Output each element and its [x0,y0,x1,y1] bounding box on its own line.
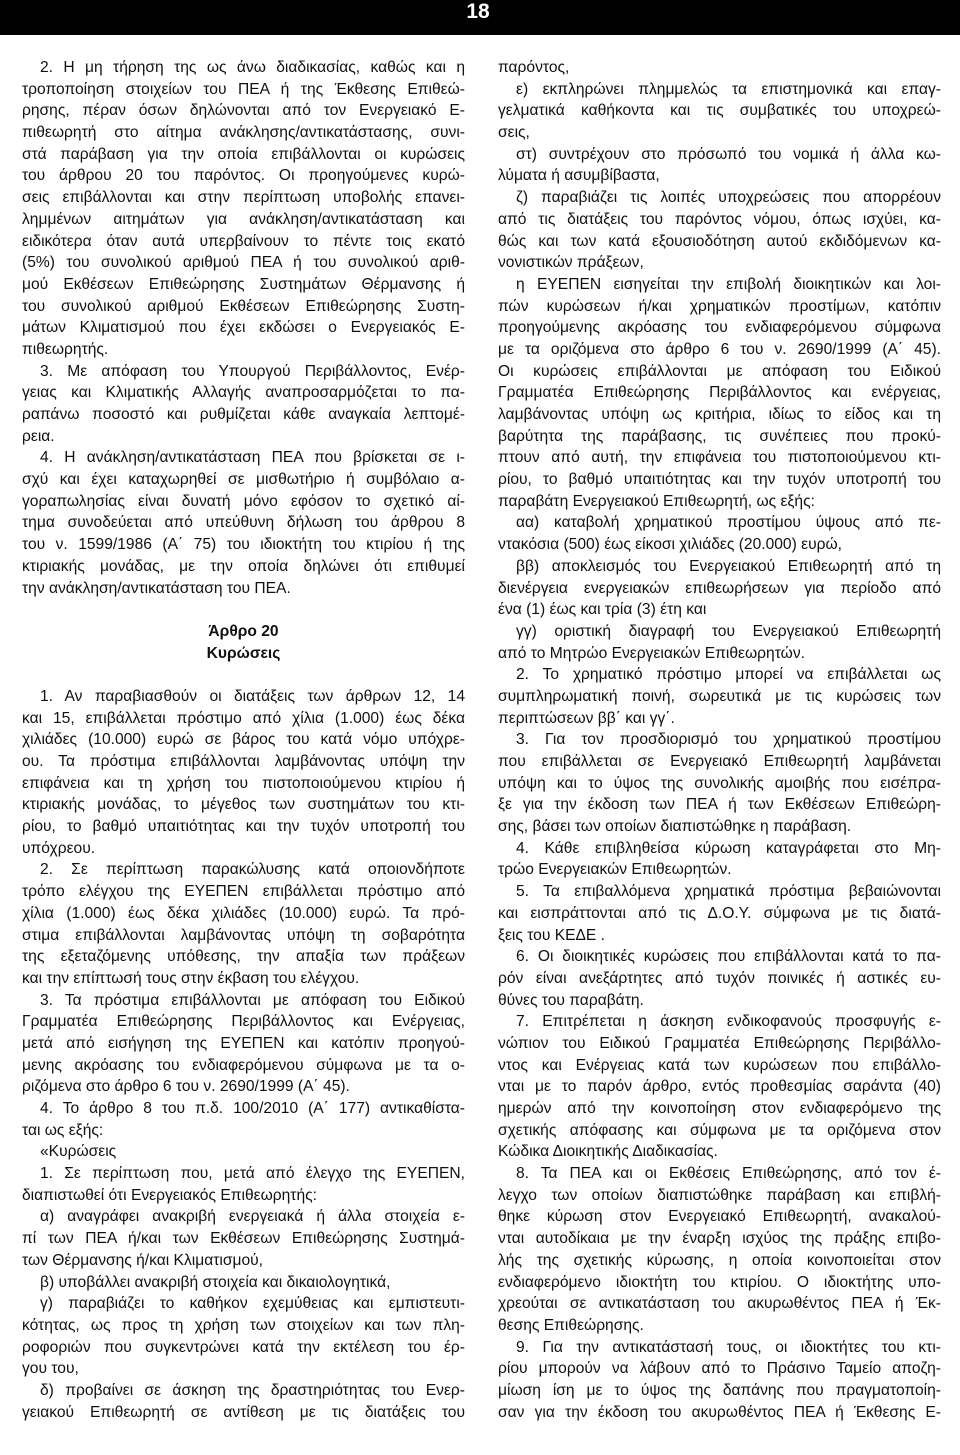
text-line: θεσης Επιθεώρησης. [498,1316,644,1334]
text-line: α) αναγράφει ανακριβή ενεργειακά ή άλλα στοιχεία ε- [40,1208,465,1226]
text-line: δ) προβαίνει σε άσκηση της δραστηριότητας του Ενερ- [40,1381,465,1399]
text-line: με τα οριζόμενα στο άρθρο 6 του ν. 2690/1999 (Α΄ 45). [498,340,941,358]
text-line: 2. Το χρηματικό πρόστιμο μπορεί να επιβάλλεται ως [516,666,941,684]
text-line: ροφοριών που συγκεντρώνει κατά την εκτέλεση του έρ- [22,1338,465,1356]
text-line: παραβάτη Ενεργειακού Επιθεωρητή, ως εξής: [498,492,815,510]
text-line: κότητας, ως προς τη χρήση των στοιχείων και των πλη- [22,1316,465,1334]
text-line: σαν για την έκδοση του ακυρωθέντος ΠΕΑ ή Έκθεσης Ε- [498,1403,941,1421]
text-line: ββ) αποκλεισμός του Ενεργειακού Επιθεωρητή από τη [516,557,941,575]
text-line: τρόπο ελέγχου της ΕΥΕΠΕΝ επιβάλλεται πρόστιμο από [22,883,465,901]
text-line: σχετικής απόφασης και σύμφωνα με τα οριζόμενα στον [498,1121,941,1139]
text-line: στιμα επιβάλλονται λαμβάνοντας υπόψη τη σοβαρότητα [22,926,465,944]
text-line: από τις διατάξεις του παρόντος νόμου, όπως ισχύει, κα- [498,210,941,228]
text-line: γγ) οριστική διαγραφή του Ενεργειακού Επιθεωρητή [516,622,941,640]
text-line: σεις, [498,124,530,142]
text-line: ρίου μπορούν να λάβουν από το Πράσινο Ταμείο αποζη- [498,1360,941,1378]
text-line: ζ) παραβιάζει τις λοιπές υποχρεώσεις που απορρέουν [516,189,941,207]
text-line: Κώδικα Διοικητικής Διαδικασίας. [498,1143,718,1161]
text-line: λής της σχετικής κύρωσης, η οποία κοινοποιείται στον [498,1251,941,1269]
text-line: 8. Τα ΠΕΑ και οι Εκθέσεις Επιθεώρησης, από τον έ- [516,1165,941,1183]
text-line: ρησης, πέραν όσων δηλώνονται από τον Ενεργειακό Ε- [22,102,465,120]
text-line: λαμβάνοντας υπόψη ως κριτήρια, ιδίως το είδος και τη [498,406,941,423]
text-line: βαρύτητα της παράβασης, τις συνέπειες που προκύ- [498,427,941,445]
text-line: σχύ και έχει καταχωρηθεί σε μισθωτήριο ή συμβόλαιο α- [22,471,465,489]
text-line: ένα (1) έως και τρία (3) έτη και [498,601,707,619]
page-header-bar [0,0,960,35]
text-line: που επιβάλλεται σε Ενεργειακό Επιθεωρητή λαμβάνεται [498,753,941,770]
text-line: του ν. 1599/1986 (Α΄ 75) του ιδιοκτήτη του κτιρίου ή της [22,536,465,554]
text-line: πιθεωρητή στο αίτημα ανάκλησης/αντικατάστασης, συνι- [22,124,465,142]
text-line: ειδικότερα όταν αυτά υπερβαίνουν το πέντε τοις εκατό [22,232,465,250]
text-line: πών κυρώσεων ή/και χρηματικών προστίμων, κατόπιν [498,297,941,315]
text-line: 2. Σε περίπτωση παρακώλυσης κατά οποιονδήποτε [40,861,465,879]
text-line: 5. Τα επιβαλλόμενα χρηματικά πρόστιμα βεβαιώνονται [516,883,941,901]
text-line: μενης ακρόασης του ενδιαφερόμενου σύμφωνα με τα ο- [22,1056,465,1074]
text-line: ρίου, το βαθμό υπαιτιότητας και την τυχόν υποτροπή του [22,818,465,836]
text-line: υπόψη και το ύψος της συνολικής αμοιβής που εισέπρα- [498,774,941,792]
text-line: Γραμματέα Επιθεώρησης Περιβάλλοντος και Ενέργειας, [22,1013,465,1031]
text-line: «Κυρώσεις [40,1143,117,1161]
text-line: λύματα ή ασυμβίβαστα, [498,167,660,185]
text-line: γειας και Κλιματικής Αλλαγής αναπροσαρμόζεται το πα- [22,384,465,402]
text-line: παρόντος, [498,59,570,76]
text-line: προηγούμενης ακρόασης του ενδιαφερόμενου σύμφωνα [498,319,941,337]
text-line: και εισπράττονται από τις Δ.Ο.Υ. σύμφωνα με τις διατά- [498,904,941,922]
text-line: χιλιάδες (10.000) ευρώ σε βάρος του κατά νόμο υπόχρε- [22,731,465,749]
text-line: γελματικά καθήκοντα και τις συμβατικές του υποχρεώ- [498,102,941,120]
text-line: ραπάνω ποσοστό και ρυθμίζεται κάθε αναγκαία λεπτομέ- [22,406,465,423]
text-line: νται με το παρόν άρθρο, εντός προθεσμίας σαράντα (40) [498,1078,941,1096]
text-line: διενέργεια ενεργειακών επιθεωρήσεων για περίοδο από [498,579,941,597]
text-line: ξε για την έκδοση των ΠΕΑ ή των Εκθέσεων Επιθεώρη- [498,796,941,814]
text-line: Οι κυρώσεις επιβάλλονται με απόφαση του Ειδικού [498,362,941,380]
section-heading: Κυρώσεις [206,644,281,662]
text-line: ντακόσια (500) έως είκοσι χιλιάδες (20.000) ευρώ, [498,536,842,554]
text-line: 6. Οι διοικητικές κυρώσεις που επιβάλλονται κατά το πα- [516,948,941,966]
document-body [22,57,942,1447]
text-line: 7. Επιτρέπεται η άσκηση ενδικοφανούς προσφυγής ε- [516,1013,941,1031]
text-line: μίωση ίση με το ύψος της δαπάνης που πραγματοποίη- [498,1381,941,1399]
left-column [22,57,465,1447]
text-line: διαπιστωθεί ότι Ενεργειακός Επιθεωρητής: [22,1186,317,1204]
text-line: του άρθρου 20 του παρόντος. Οι προηγούμενες κυρώ- [22,167,465,185]
text-line: νονιστικών πράξεων, [498,254,644,272]
text-line [22,664,465,686]
text-line: γου του, [22,1360,79,1378]
text-line: κτιριακής μονάδας, το μέγεθος των συστημάτων του κτι- [22,796,465,814]
text-line: ξεις του ΚΕΔΕ . [498,926,606,944]
text-line: λημμένων αιτημάτων για ανάκληση/αντικατάσταση και [22,210,465,228]
text-line: μάτων Κλιματισμού που έχει εκδώσει ο Ενεργειακός Ε- [22,319,465,337]
text-line: 4. Η ανάκληση/αντικατάσταση ΠΕΑ που βρίσκεται σε ι- [40,449,465,467]
text-line: αα) καταβολή χρηματικού προστίμου ύψους από πε- [516,514,941,532]
text-line: ρίου, το βαθμό υπαιτιότητας και την τυχόν υποτροπή του [498,471,941,489]
text-line: γειακού Επιθεωρητή σε αντίθεση με τις διατάξεις του [22,1403,465,1421]
text-line: περιπτώσεων ββ΄ και γγ΄. [498,709,675,727]
text-line: χρεούται σε αντικατάσταση του ακυρωθέντος ΠΕΑ ή Έκ- [498,1295,941,1313]
text-line: ται ως εξής: [22,1121,104,1139]
text-line: θηκε κύρωση στον Ενεργειακό Επιθεωρητή, ανακαλού- [498,1208,941,1226]
text-line: ε) εκπληρώνει πλημμελώς τα επιστημονικά και επαγ- [516,80,941,98]
text-line: γοραπωλησίας είναι δυνατή μόνο εφόσον το σχετικό αί- [22,492,465,510]
text-line: ου. Τα πρόστιμα επιβάλλονται λαμβάνοντας υπόψη την [22,753,465,770]
text-line: υπόχρεου. [22,839,96,857]
text-line: θώς και των κατά εξουσιοδότηση αυτού εκδιδόμενων κα- [498,232,941,250]
text-line: θύνες του παραβάτη. [498,991,644,1009]
text-line: ντος και Ενέργειας κατά των κυρώσεων που επιβάλλο- [498,1056,941,1074]
text-line: των Θέρμανσης ή/και Κλιματισμού, [22,1251,263,1269]
text-line: και 15, επιβάλλεται πρόστιμο από χίλια (1.000) έως δέκα [22,709,465,727]
text-line: β) υποβάλλει ανακριβή στοιχεία και δικαιολογητικά, [40,1273,391,1291]
text-line [22,599,465,621]
text-line: πιθεωρητής. [22,340,109,358]
text-line: 1. Σε περίπτωση που, μετά από έλεγχο της ΕΥΕΠΕΝ, [40,1165,465,1183]
text-line: τημα συνοδεύεται από υπεύθυνη δήλωση του άρθρου 8 [22,514,465,532]
text-line: 1. Αν παραβιασθούν οι διατάξεις των άρθρων 12, 14 [40,687,465,705]
text-line: κτιριακής μονάδας, με την οποία δηλώνει ότι επιθυμεί [22,557,465,575]
text-line: την ανάκληση/αντικατάσταση του ΠΕΑ. [22,579,291,597]
text-line: και την επίπτωσή τους στην έκβαση του ελέγχου. [22,969,360,987]
text-line: 4. Κάθε επιβληθείσα κύρωση καταγράφεται στο Μη- [516,839,941,857]
text-line: από το Μητρώο Ενεργειακών Επιθεωρητών. [498,644,805,662]
text-line: ριζόμενα στο άρθρο 6 του ν. 2690/1999 (Α΄ 45). [22,1078,350,1096]
text-line: του συνολικού αριθμού Εκθέσεων Επιθεώρησης Συστη- [22,297,465,315]
text-line: της εξεταζόμενης υπόθεσης, την απαξία των πράξεων [22,948,465,966]
right-column [498,57,941,1447]
text-line: γ) παραβιάζει το καθήκον εχεμύθειας και εμπιστευτι- [40,1295,465,1313]
text-line: επιφάνεια και τη χρήση του πιστοποιούμενου κτιρίου ή [22,774,465,792]
text-line: 3. Με απόφαση του Υπουργού Περιβάλλοντος, Ενέρ- [40,362,465,380]
text-line: νώπιον του Ειδικού Γραμματέα Επιθεώρησης Περιβάλλο- [498,1034,941,1052]
text-line: 3. Για τον προσδιορισμό του χρηματικού προστίμου [516,731,941,749]
text-line: τρώο Ενεργειακών Επιθεωρητών. [498,861,732,879]
text-line: 2. Η μη τήρηση της ως άνω διαδικασίας, καθώς και η [40,59,465,76]
text-line: μετά από εισήγηση της ΕΥΕΠΕΝ και κατόπιν προηγού- [22,1034,465,1052]
text-line: ημερών από την κοινοποίηση στον ενδιαφερόμενο της [498,1100,941,1117]
text-line: Γραμματέα Επιθεώρησης Περιβάλλοντος και ενέργειας, [498,384,941,402]
section-heading: Άρθρο 20 [208,622,279,640]
text-line: πτουν από αυτή, την επιφάνεια του πιστοποιούμενου κτι- [498,449,941,467]
text-line: ρόν είναι ανεξάρτητες από τυχόν ποινικές ή αστικές ευ- [498,969,941,987]
text-line: ενδιαφερόμενο ιδιοκτήτη του κτιρίου. Ο ιδιοκτήτης υπο- [498,1273,941,1291]
text-line: 4. Το άρθρο 8 του π.δ. 100/2010 (Α΄ 177) αντικαθίστα- [40,1100,465,1117]
text-line: ρεια. [22,427,55,445]
text-line: σης, βάσει των οποίων διαπιστώθηκε η παράβαση. [498,818,852,836]
text-line: λεγχο των οποίων διαπιστώθηκε παράβαση και επιβλή- [498,1186,941,1204]
text-line: σεις επιβάλλονται και στην περίπτωση υποβολής επανει- [22,189,465,207]
page-number: 18 [466,0,490,23]
text-line: στά παράβαση για την οποία επιβάλλονται οι κυρώσεις [22,145,465,163]
text-line: συμπληρωματική ποινή, σωρευτικά με τις κυρώσεις των [498,687,941,705]
text-line: (5%) του συνολικού αριθμού ΠΕΑ ή του συνολικού αριθ- [22,254,465,272]
text-line: χίλια (1.000) έως δέκα χιλιάδες (10.000) ευρώ. Τα πρό- [22,904,465,922]
text-line: νται αυτοδίκαια με την έναρξη ισχύος της πράξης επιβο- [498,1230,941,1248]
text-line: μού Εκθέσεων Επιθεώρησης Συστημάτων Θέρμανσης ή [22,275,465,293]
text-line: 3. Τα πρόστιμα επιβάλλονται με απόφαση του Ειδικού [40,991,465,1009]
text-line: η ΕΥΕΠΕΝ εισηγείται την επιβολή διοικητικών και λοι- [516,275,941,293]
text-line: 9. Για την αντικατάστασή τους, οι ιδιοκτήτες του κτι- [516,1338,941,1356]
text-line: πί των ΠΕΑ ή/και των Εκθέσεων Επιθεώρησης Συστημά- [22,1230,465,1248]
text-line: τροποποίηση στοιχείων του ΠΕΑ ή της Έκθεσης Επιθεώ- [22,80,465,98]
text-line: στ) συντρέχουν στο πρόσωπό του νομικά ή άλλα κω- [516,145,941,163]
